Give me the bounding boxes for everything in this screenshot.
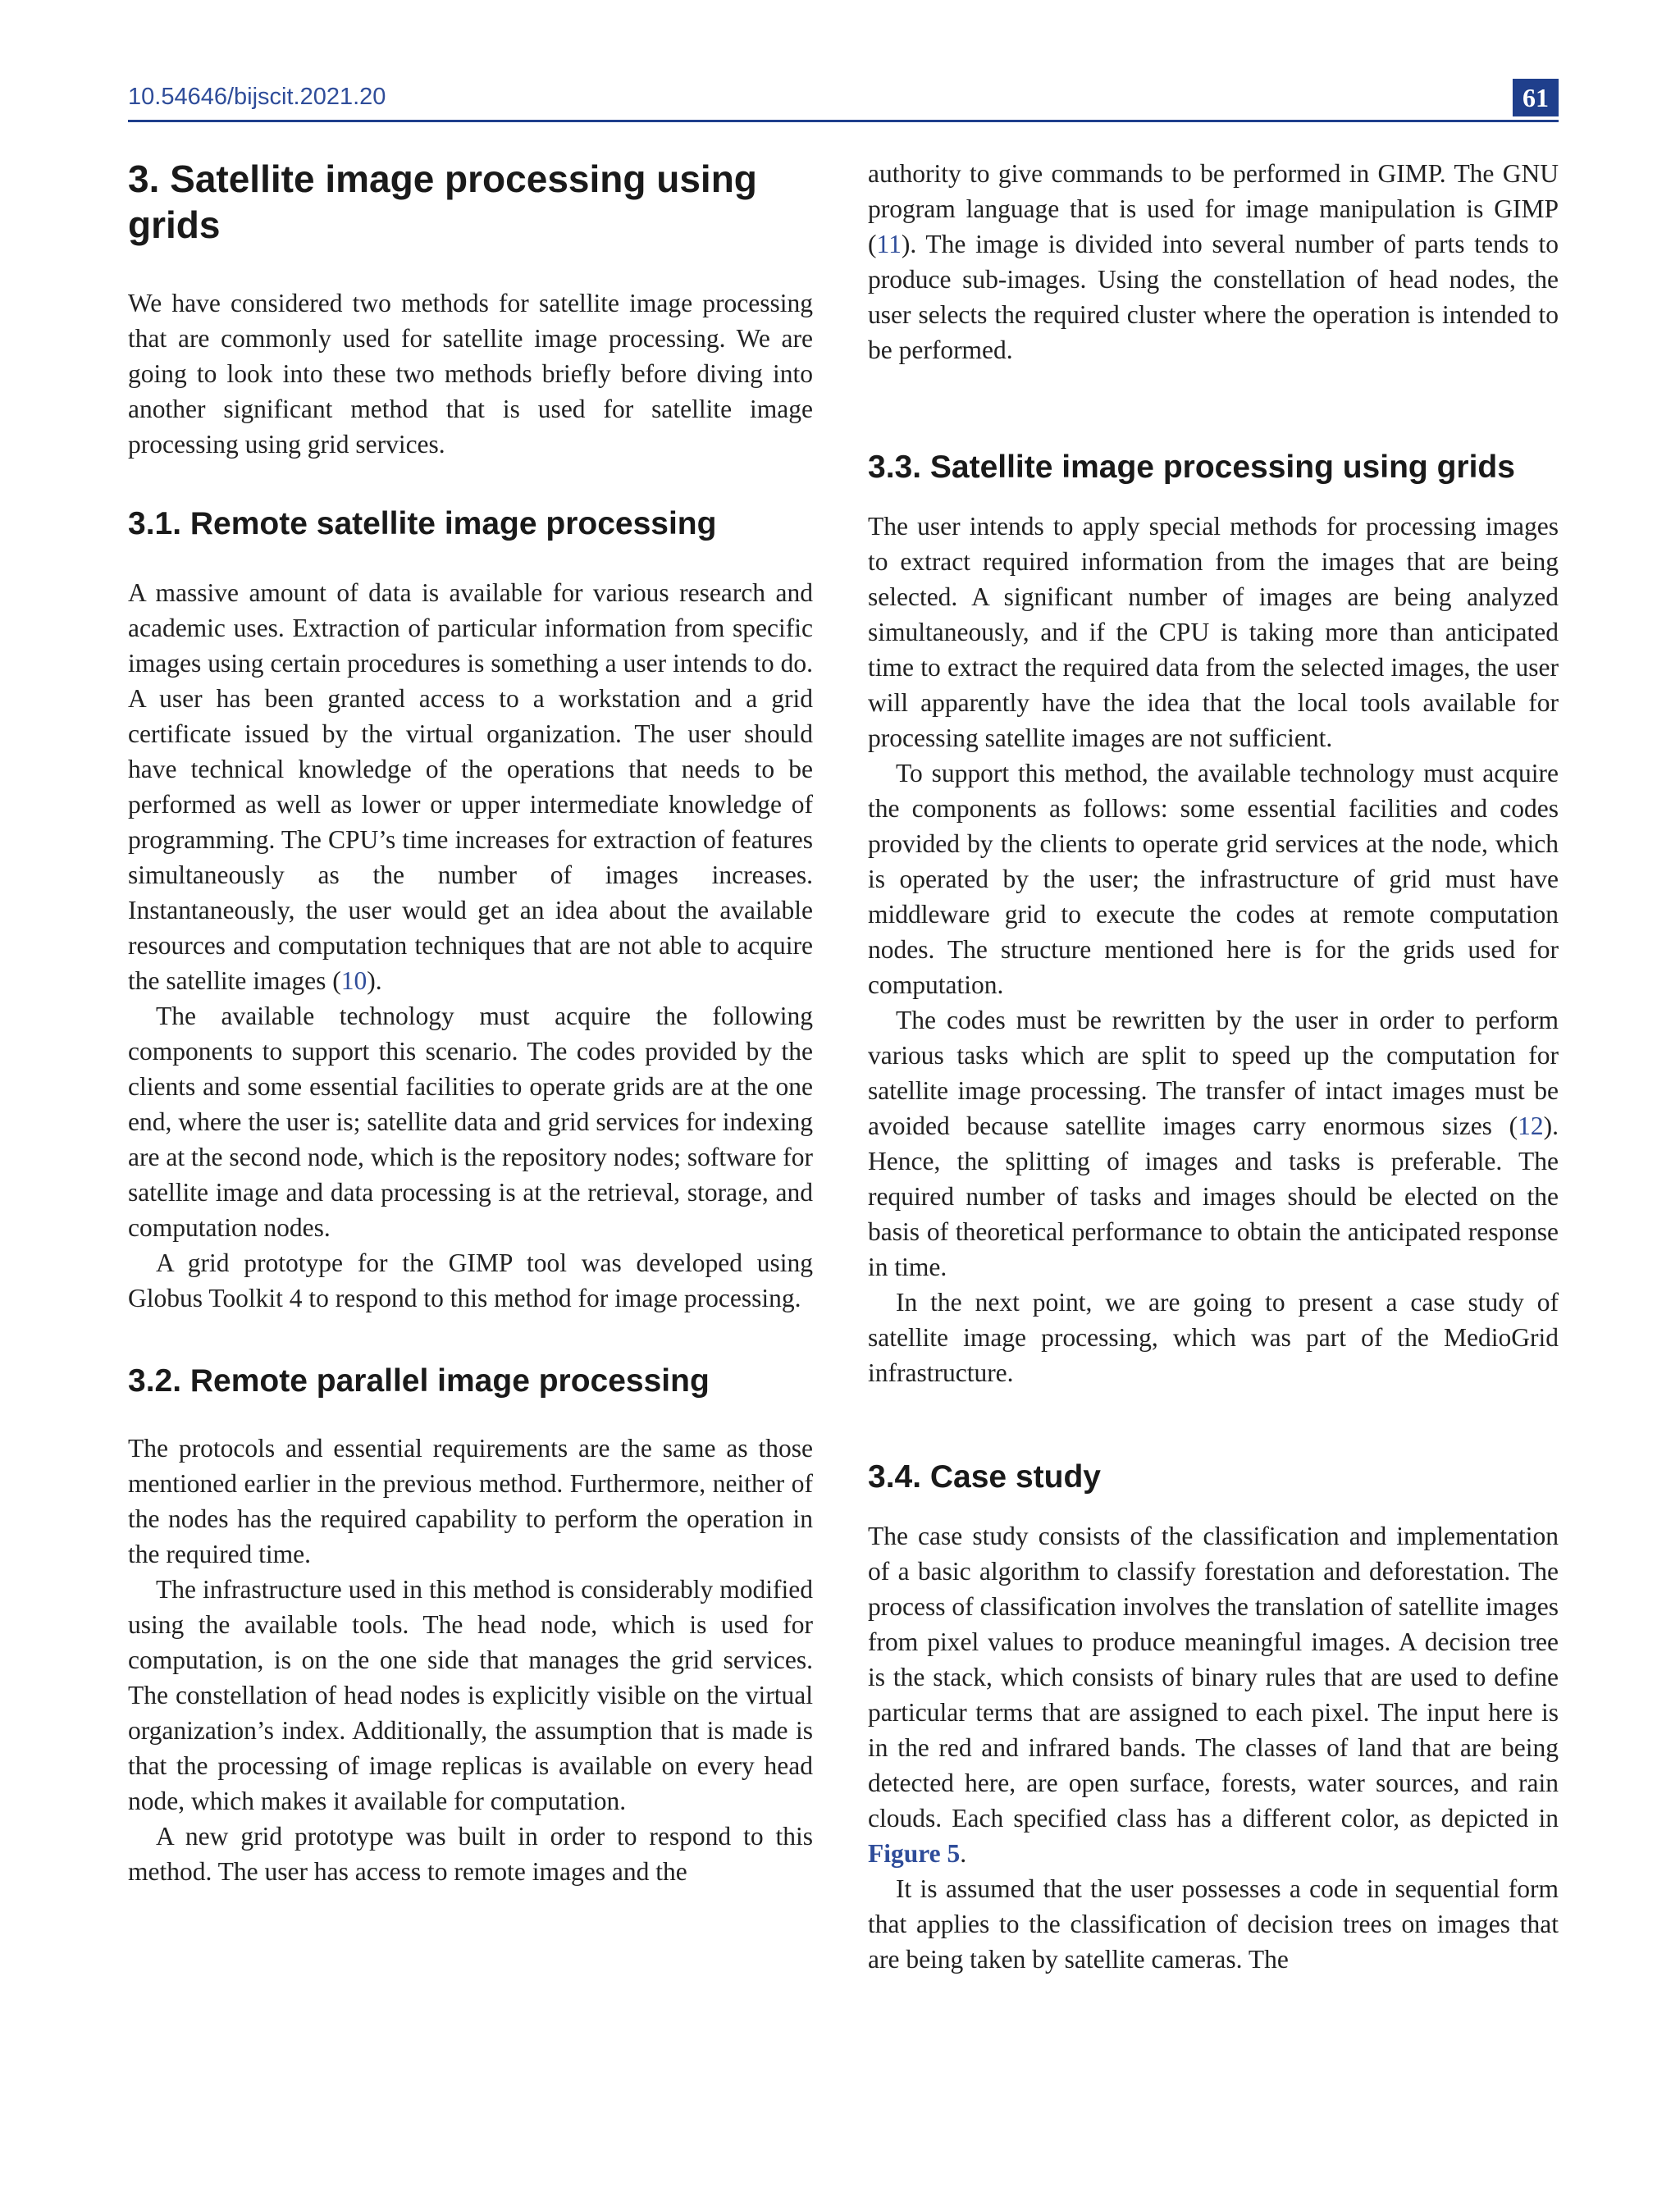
right-column: [868, 156, 1559, 1977]
section-3-3-paragraph-1: The user intends to apply special methods for processing images to extract required information from the images that are being selected. A significant number of images are being analyzed simultaneously, and if the CPU is taking more than anticipated time to extract the required data from the selected images, the user will apparently have the idea that the local tools available for processing satellite images are not sufficient.: [868, 512, 1559, 752]
section-3-4-paragraph-2: It is assumed that the user possesses a code in sequential form that applies to the classification of decision trees on images that are being taken by satellite cameras. The: [868, 1874, 1559, 1974]
citation-12[interactable]: 12: [1518, 1111, 1544, 1140]
section-3-4-paragraph-1: The case study consists of the classification and implementation of a basic algorithm to classify forestation and deforestation. The process of classification involves the translation of satellite images from pixel values to produce meaningful images. A decision tree is the stack, which consists of binary rules that are used to define particular terms that are assigned to each pixel. The input here is in the red and infrared bands. The classes of land that are being detected here, are open surface, forests, water sources, and rain clouds. Each specified class has a different color, as depicted in Figure 5.: [868, 1522, 1559, 1868]
citation-10[interactable]: 10: [340, 966, 368, 995]
page-header: [128, 79, 1559, 122]
section-3-2-paragraph-1: The protocols and essential requirements are the same as those mentioned earlier in the previous method. Furthermore, neither of the nodes has the required capability to perform the operation in the required time.: [128, 1434, 813, 1568]
left-column: [128, 156, 813, 1889]
section-3-1-paragraph-2: The available technology must acquire the following components to support this scenario. The codes provided by the clients and some essential facilities to operate grids are at the one end, where the user is; satellite data and grid services for indexing are at the second node, which is the repository nodes; software for satellite image and data processing is at the retrieval, storage, and computation nodes.: [128, 1002, 813, 1242]
section-3-2-continued-paragraph: authority to give commands to be performed in GIMP. The GNU program language that is used for image manipulation is GIMP (11). The image is divided into several number of parts tends to produce sub-images. Using the constellation of head nodes, the user selects the required cluster where the operation is intended to be performed.: [868, 159, 1559, 364]
citation-11[interactable]: 11: [876, 230, 902, 258]
section-3-4-heading: 3.4. Case study: [868, 1459, 1101, 1495]
section-3-3-paragraph-2: To support this method, the available technology must acquire the components as follows: some essential facilities and codes provided by the clients to operate grid services at the node, which is operated by the user; the infrastructure of grid must have middleware grid to execute the codes at remote computation nodes. The structure mentioned here is for the grids used for computation.: [868, 759, 1559, 999]
section-3-3-paragraph-3: The codes must be rewritten by the user in order to perform various tasks which are split to speed up the computation for satellite image processing. The transfer of intact images must be avoided because satellite images carry enormous sizes (12). Hence, the splitting of images and tasks is preferable. The required number of tasks and images should be elected on the basis of theoretical performance to obtain the anticipated response in time.: [868, 1006, 1559, 1281]
section-3-paragraph: We have considered two methods for satellite image processing that are commonly used for satellite image processing. We are going to look into these two methods briefly before diving into another significant method that is used for satellite image processing using grid services.: [128, 289, 813, 459]
section-3-heading: 3. Satellite image processing using grids: [128, 157, 757, 246]
section-3-2-paragraph-3: A new grid prototype was built in order to respond to this method. The user has access to remote images and the: [128, 1822, 813, 1886]
section-3-3-heading: 3.3. Satellite image processing using grids: [868, 450, 1515, 485]
section-3-1-paragraph-1: A massive amount of data is available for various research and academic uses. Extraction of particular information from specific images using certain procedures is something a user intends to do. A user has been granted access to a workstation and a grid certificate issued by the virtual organization. The user should have technical knowledge of the operations that needs to be performed as well as lower or upper intermediate knowledge of programming. The CPU’s time increases for extraction of features simultaneously as the number of images increases. Instantaneously, the user would get an idea about the available resources and computation techniques that are not able to acquire the satellite images (10).: [128, 578, 813, 995]
section-3-3-paragraph-4: In the next point, we are going to present a case study of satellite image processing, which was part of the MedioGrid infrastructure.: [868, 1288, 1559, 1387]
page-number: 61: [1513, 79, 1559, 116]
section-3-1-heading: 3.1. Remote satellite image processing: [128, 506, 717, 541]
figure-5-link[interactable]: Figure 5: [868, 1839, 961, 1868]
doi-link[interactable]: 10.54646/bijscit.2021.20: [128, 84, 386, 110]
section-3-2-heading: 3.2. Remote parallel image processing: [128, 1363, 710, 1399]
section-3-1-paragraph-3: A grid prototype for the GIMP tool was developed using Globus Toolkit 4 to respond to this method for image processing.: [128, 1248, 813, 1312]
section-3-2-paragraph-2: The infrastructure used in this method is considerably modified using the available tools. The head node, which is used for computation, is on the one side that manages the grid services. The constellation of head nodes is explicitly visible on the virtual organization’s index. Additionally, the assumption that is made is that the processing of image replicas is available on every head node, which makes it available for computation.: [128, 1575, 813, 1815]
